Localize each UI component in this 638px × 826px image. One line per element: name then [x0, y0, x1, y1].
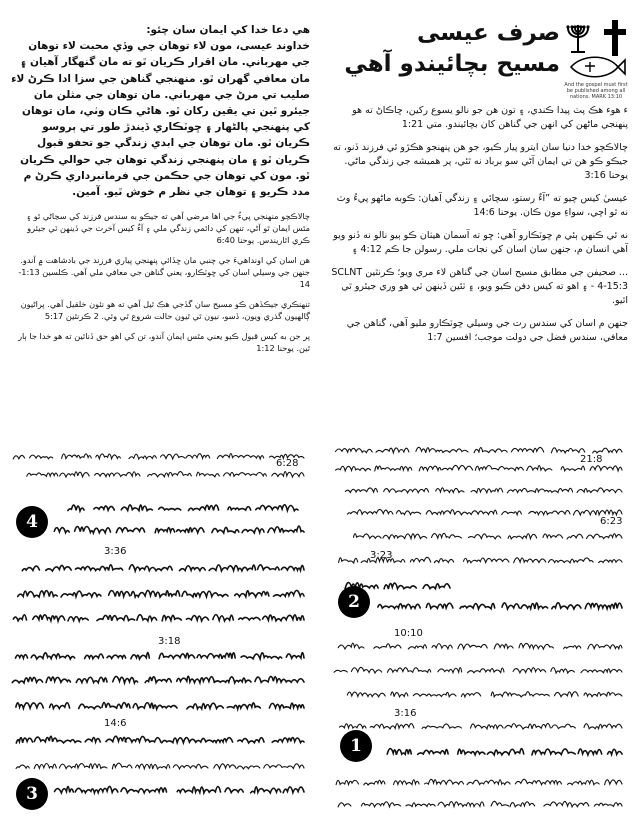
handwritten-line	[55, 786, 305, 792]
handwritten-line	[338, 643, 622, 649]
handwritten-line	[336, 465, 623, 471]
intro-paragraph: نه ئي ڪنهن ٻئي م ڇوٽڪارو آهي: ڇو ته آسمان هيٺان ڪو ٻيو نالو نه ڏنو ويو آهي انسان م، جنهن سان اسان کي نجات ملي. رسولن جا ڪم 4:12 ۽	[333, 230, 628, 255]
handwritten-line	[27, 472, 304, 477]
step-number-circle	[16, 506, 48, 538]
mark-13-10-caption: And the gospel must first be published among all nations. MARK 13:10	[564, 82, 628, 100]
handwritten-line	[68, 505, 298, 511]
handwritten-line	[345, 488, 622, 493]
verse-reference: 6:23	[600, 516, 623, 527]
intro-paragraph: ء هوء هڪ پٽ پيدا ڪندي، ۽ تون هن جو نالو يسوع رکين، ڇاڪاڻ ته هو پنهنجي ماڻهن کي انهن جي گناهن کان بچائيندو. متي 1:21	[352, 105, 628, 130]
handwritten-line	[354, 533, 623, 539]
handwritten-line	[16, 702, 304, 709]
verse-paragraph: تنهنڪري جيڪڏهن ڪو مسيح سان گڏجي هڪ ٿيل آهي ته هو نئون خلقيل آهي. پراڻيون ڳالهيون گذري ويون، ڏسو، نيون ٿي ٿيون حالت شروع ٿي وئي. 2 ڪرنٿين 5:17	[20, 299, 310, 322]
verse-reference: 3:18	[158, 636, 181, 647]
handwritten-line	[13, 454, 304, 459]
old-script-panel-right	[330, 440, 630, 822]
intro-paragraph: جنهن م اسان کي سندس رت جي وسيلي ڇوٽڪارو مليو آهي، گناهن جي معافي، سندس فضل جي دولت موجب؛ افسين 1:7	[346, 318, 628, 343]
prayer-text: خداوند عيسى، مون لاء توهان جي وڏي محبت لاء توهان جي مهرباني. مان اقرار ڪريان ٿو ته مان گنهگار آهيان ۽ مان معافي گهران ٿو. منهنجي گناهن جي سزا ادا ڪرڻ لاء صليب تي مرڻ جي مهرباني. مان توهان جي مثلن مان جيئرو ٿين تي يقين رکان ٿو. هاڻي ڪان وٺي، مان توهان کي پنهنجي پالڻهار ۽ ڇوٽڪاري ڏيندڙ طور تي ٻروسو ڪريان ٿو. مان توهان جي ابدي زندگي جو تحفو قبول ڪريان ٿو ۽ مان پنهنجي زندگي توهان جي حوالي ڪريان ٿو. مون کي توهان جي حڪمن جي فرمانبرداري ڪرڻ م مدد ڪريو ۽ توهان جي نظر م خوش ٿيو. آمين.	[11, 40, 310, 199]
prayer-heading: هي دعا خدا کي ايمان سان چئو:	[146, 24, 310, 36]
verse-reference: 3:16	[394, 708, 417, 719]
handwritten-line	[347, 509, 622, 515]
handwritten-line	[334, 667, 622, 673]
gospel-intro-panel	[330, 12, 628, 408]
step-number: 3	[26, 784, 38, 804]
title-line-1: صرف عيسى	[416, 20, 560, 46]
menorah-icon	[564, 24, 592, 54]
intro-verses	[330, 104, 628, 345]
handwritten-line	[18, 590, 304, 597]
title-line-2: مسيح بچائيندو آهي	[344, 51, 560, 77]
verse-paragraph: پر جن به کيس قبول ڪيو يعني مٿس ايمان آندو، تن کي اهو حق ڏنائين ته هو خدا جا ٻار ٿين. يوحنا 1:12	[18, 331, 310, 354]
intro-paragraph: عيسيٰ کيس چيو ته ”آءٌ رستو، سچائي ۽ زندگي آهيان: ڪوبه ماڻهو پيءُ وٽ نه ٿو اچي، سواءِ مون ڪان. يوحنا 14:6	[336, 193, 628, 218]
symbols-logo	[564, 20, 628, 100]
handwritten-line	[16, 652, 305, 659]
verse-reference: 3:36	[104, 546, 127, 557]
step-number-circle	[16, 778, 48, 810]
handwritten-line	[336, 447, 623, 453]
verse-reference: 6:28	[276, 458, 299, 469]
step-number: 2	[348, 592, 360, 612]
old-script-panel-left	[8, 446, 312, 822]
tract-title	[330, 18, 560, 80]
handwritten-script-left	[8, 446, 312, 822]
handwritten-line	[336, 779, 622, 785]
handwritten-line	[378, 603, 622, 609]
step-number-circle	[338, 586, 370, 618]
assurance-verses	[10, 210, 310, 354]
handwritten-line	[387, 749, 622, 755]
verse-reference: 10:10	[394, 628, 423, 639]
verse-paragraph: چالاڪچو منهنجي پيءُ جي اها مرضي آهي ته جيڪو به سندس فرزند کي سڃاڻي ٿو ۽ مٿس ايمان ٿو آڻي، تنهن کي دائمي زندگي ملي ۽ آءٌ کيس آخرت جي ڏينهن ٽي جيئرو ڪري اٿاريندس. يوحنا 6:40	[26, 211, 310, 246]
verse-reference: 21:8	[580, 454, 603, 465]
handwritten-line	[16, 736, 304, 743]
handwritten-line	[340, 723, 623, 729]
intro-paragraph: چالاڪچو خدا دنيا سان ايترو پيار ڪيو، جو هن پنهنجو هڪڙو ئي فرزند ڏنو، ته جيڪو ڪو هن تي ايمان آڻي سو برباد نه ٿئي، پر هميشه جي زندگي ماڻي. يوحنا 3:16	[333, 142, 628, 181]
fish-icon	[568, 56, 626, 78]
verse-reference: 3:23	[370, 550, 393, 561]
prayer-panel	[10, 22, 310, 402]
verse-paragraph: هن اسان کي اونداهيءَ جي چنبي مان ڇڏائي پنهنجي پياري فرزند جي بادشاهت ۾ آندو. جنهن جي وسيلي اسان کي ڇوٽڪارو، يعني گناهن جي معافي ملي آهي. ڪلسين 1:13-14	[18, 255, 310, 290]
intro-paragraph: ... صحيفن جي مطابق مسيح اسان جي گناهن لاء مري ويو؛ ڪرنٿين SCLNT 4-15:3 - ۽ اهو ته کيس دفن ڪيو ويو، ۽ ٽئين ڏينهن ٽي هو وري جيئرو ٿي اٿيو.	[331, 267, 628, 306]
handwritten-line	[12, 676, 304, 683]
handwritten-script-right	[330, 440, 630, 822]
step-number-circle	[340, 730, 372, 762]
step-number: 4	[26, 512, 38, 532]
step-number: 1	[350, 736, 362, 756]
handwritten-line	[347, 692, 622, 697]
handwritten-line	[338, 801, 622, 807]
handwritten-line	[13, 615, 304, 621]
handwritten-line	[22, 565, 304, 571]
verse-reference: 14:6	[104, 718, 127, 729]
tract-header	[330, 12, 628, 104]
handwritten-line	[54, 526, 304, 533]
prayer-block	[10, 22, 310, 200]
cross-icon	[604, 20, 626, 56]
handwritten-line	[16, 763, 304, 769]
